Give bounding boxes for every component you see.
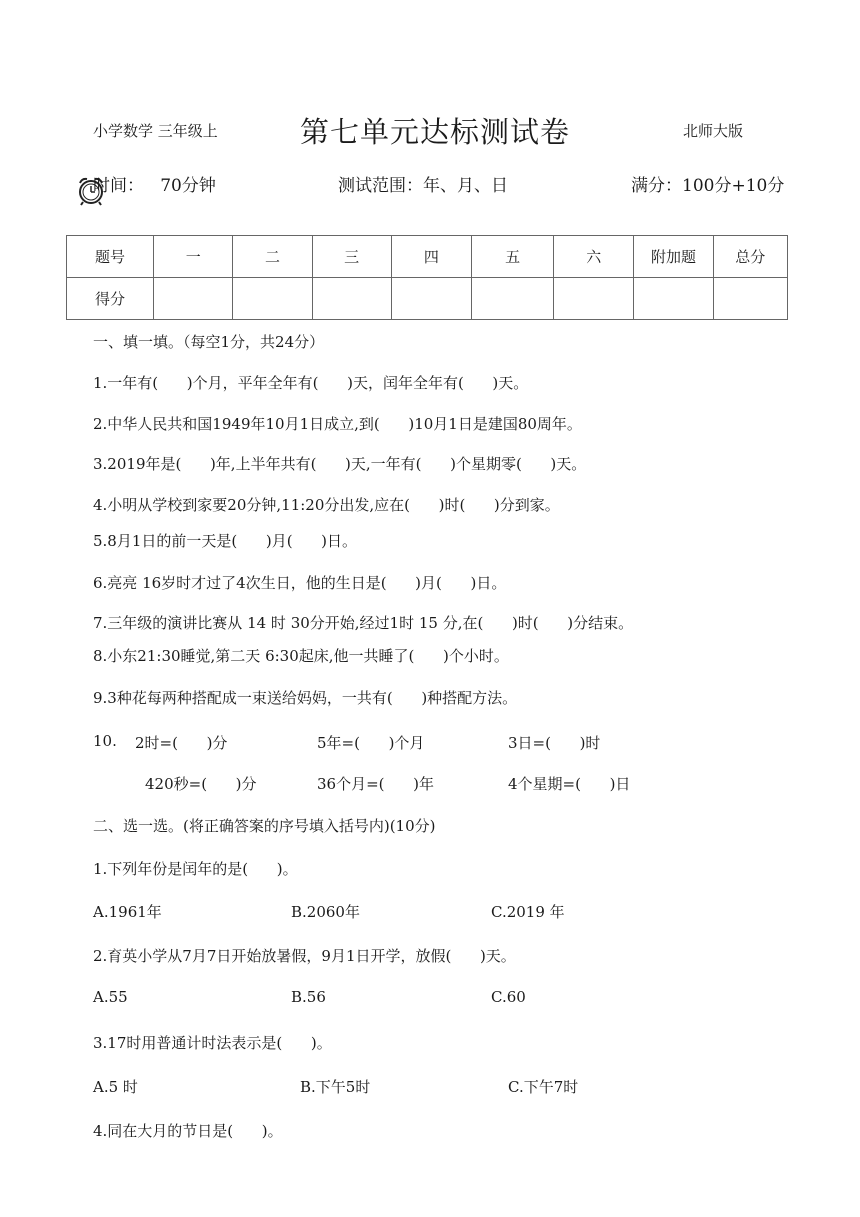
- question-1-3: 3.2019年是( )年,上半年共有( )天,一年有( )个星期零( )天。: [93, 455, 587, 473]
- score-table: [66, 235, 788, 320]
- table-cell: 总分: [713, 236, 787, 278]
- question-1-4: 4.小明从学校到家要20分钟,11:20分出发,应在( )时( )分到家。: [93, 496, 560, 514]
- test-scope: 测试范围：年、月、日: [338, 176, 508, 196]
- score-cell[interactable]: [154, 278, 233, 320]
- question-2-1: 1.下列年份是闰年的是( )。: [93, 860, 298, 878]
- question-2-1-option-c: C.2019 年: [491, 903, 565, 921]
- score-cell[interactable]: [634, 278, 713, 320]
- table-cell: 题号: [67, 236, 154, 278]
- table-cell: 四: [391, 236, 471, 278]
- question-2-1-option-b: B.2060年: [291, 903, 360, 921]
- question-1-7: 7.三年级的演讲比赛从 14 时 30分开始,经过1时 15 分,在( )时( )分结束。: [93, 614, 634, 632]
- edition-label: 北师大版: [683, 122, 744, 140]
- question-2-2: 2.育英小学从7月7日开始放暑假，9月1日开学，放假( )天。: [93, 947, 516, 965]
- score-cell[interactable]: [472, 278, 554, 320]
- question-1-10-c: 3日=( )时: [508, 734, 601, 752]
- table-cell: 三: [312, 236, 391, 278]
- question-1-6: 6.亮亮 16岁时才过了4次生日，他的生日是( )月( )日。: [93, 574, 507, 592]
- table-cell: 一: [154, 236, 233, 278]
- full-score: 满分：100分+10分: [631, 176, 785, 196]
- question-2-2-option-b: B.56: [291, 988, 326, 1006]
- question-2-2-option-a: A.55: [93, 988, 128, 1006]
- score-cell[interactable]: [391, 278, 471, 320]
- score-cell[interactable]: [713, 278, 787, 320]
- page-title: 第七单元达标测试卷: [300, 115, 571, 149]
- question-2-3-option-a: A.5 时: [93, 1078, 138, 1096]
- table-cell: 得分: [67, 278, 154, 320]
- question-1-5: 5.8月1日的前一天是( )月( )日。: [93, 532, 358, 550]
- question-1-10-e: 36个月=( )年: [317, 775, 434, 793]
- time-limit: 时间： 70分钟: [93, 176, 216, 196]
- table-cell: 六: [554, 236, 634, 278]
- section-2-title: 二、选一选。(将正确答案的序号填入括号内)(10分): [93, 817, 436, 835]
- question-1-8: 8.小东21:30睡觉,第二天 6:30起床,他一共睡了( )个小时。: [93, 647, 509, 665]
- question-1-1: 1.一年有( )个月，平年全年有( )天，闰年全年有( )天。: [93, 374, 529, 392]
- section-1-title: 一、填一填。（每空1分，共24分）: [93, 333, 325, 351]
- question-1-2: 2.中华人民共和国1949年10月1日成立,到( )10月1日是建国80周年。: [93, 415, 582, 433]
- table-cell: 二: [233, 236, 312, 278]
- table-cell: 附加题: [634, 236, 713, 278]
- subject-label: 小学数学 三年级上: [93, 122, 218, 140]
- question-1-9: 9.3种花每两种搭配成一束送给妈妈，一共有( )种搭配方法。: [93, 689, 518, 707]
- score-table-score-row: [67, 278, 788, 320]
- question-2-3: 3.17时用普通计时法表示是( )。: [93, 1034, 332, 1052]
- question-2-1-option-a: A.1961年: [93, 903, 162, 921]
- question-2-3-option-c: C.下午7时: [508, 1078, 579, 1096]
- question-2-2-option-c: C.60: [491, 988, 526, 1006]
- question-2-4: 4.同在大月的节日是( )。: [93, 1122, 283, 1140]
- score-cell[interactable]: [233, 278, 312, 320]
- question-1-10-number: 10.: [93, 732, 117, 750]
- question-1-10-b: 5年=( )个月: [317, 734, 425, 752]
- question-1-10-d: 420秒=( )分: [145, 775, 257, 793]
- question-2-3-option-b: B.下午5时: [300, 1078, 371, 1096]
- table-cell: 五: [472, 236, 554, 278]
- question-1-10-a: 2时=( )分: [135, 734, 228, 752]
- question-1-10-f: 4个星期=( )日: [508, 775, 631, 793]
- score-cell[interactable]: [312, 278, 391, 320]
- score-cell[interactable]: [554, 278, 634, 320]
- score-table-header-row: [67, 236, 788, 278]
